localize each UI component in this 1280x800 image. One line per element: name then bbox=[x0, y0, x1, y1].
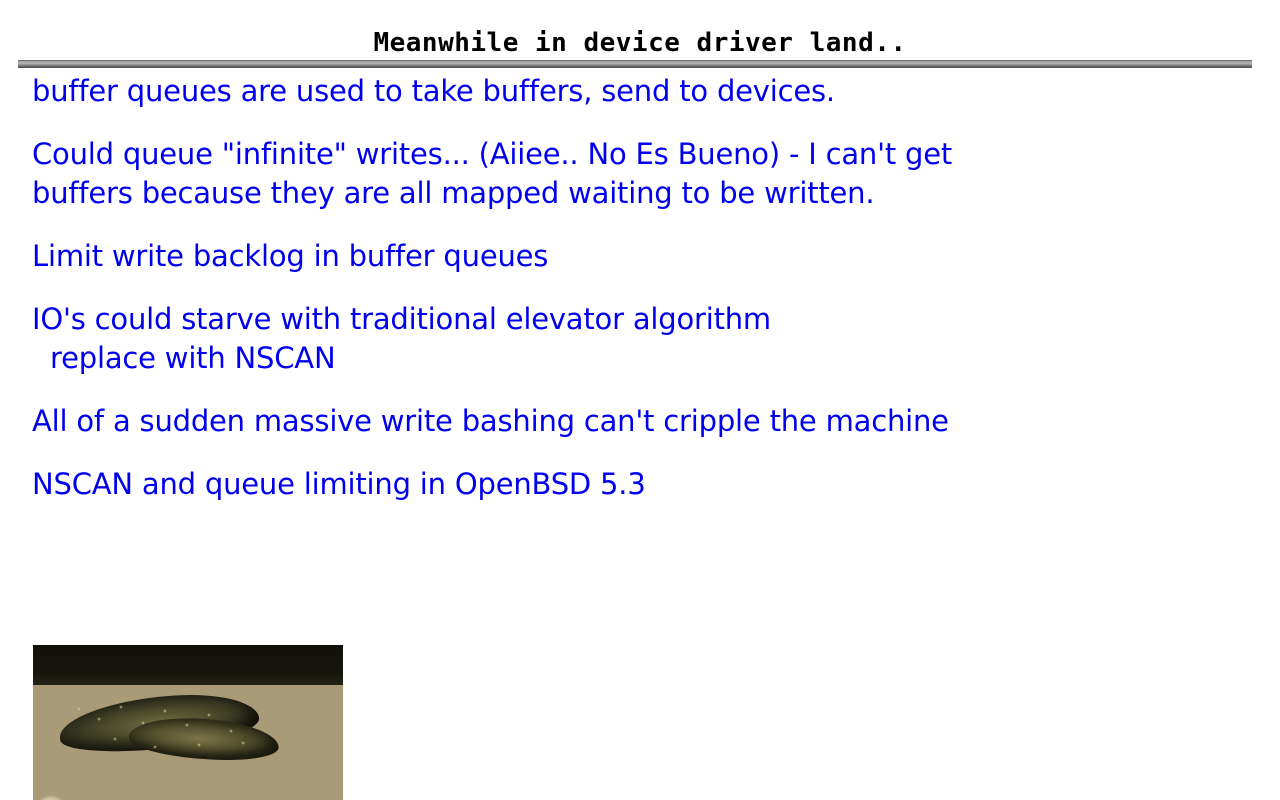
slide-body bbox=[32, 72, 1242, 504]
body-line-spacer bbox=[32, 378, 1242, 402]
title-divider bbox=[18, 60, 1252, 68]
body-line-spacer bbox=[32, 111, 1242, 135]
body-line-spacer bbox=[32, 213, 1242, 237]
body-line: buffer queues are used to take buffers, send to devices. bbox=[32, 74, 835, 108]
page-title: Meanwhile in device driver land.. bbox=[373, 28, 907, 58]
body-line: buffers because they are all mapped waiting to be written. bbox=[32, 176, 875, 210]
body-line: Could queue "infinite" writes... (Aiiee.. No Es Bueno) - I can't get bbox=[32, 137, 953, 171]
body-line-spacer bbox=[32, 276, 1242, 300]
body-line: NSCAN and queue limiting in OpenBSD 5.3 bbox=[32, 467, 646, 501]
aquarium-photo bbox=[33, 645, 343, 800]
body-line: Limit write backlog in buffer queues bbox=[32, 239, 549, 273]
body-line: IO's could starve with traditional elevator algorithm bbox=[32, 302, 771, 336]
body-line: replace with NSCAN bbox=[32, 341, 336, 375]
photo-fish-spots bbox=[59, 695, 279, 763]
body-line: All of a sudden massive write bashing can't cripple the machine bbox=[32, 404, 949, 438]
body-line-spacer bbox=[32, 441, 1242, 465]
